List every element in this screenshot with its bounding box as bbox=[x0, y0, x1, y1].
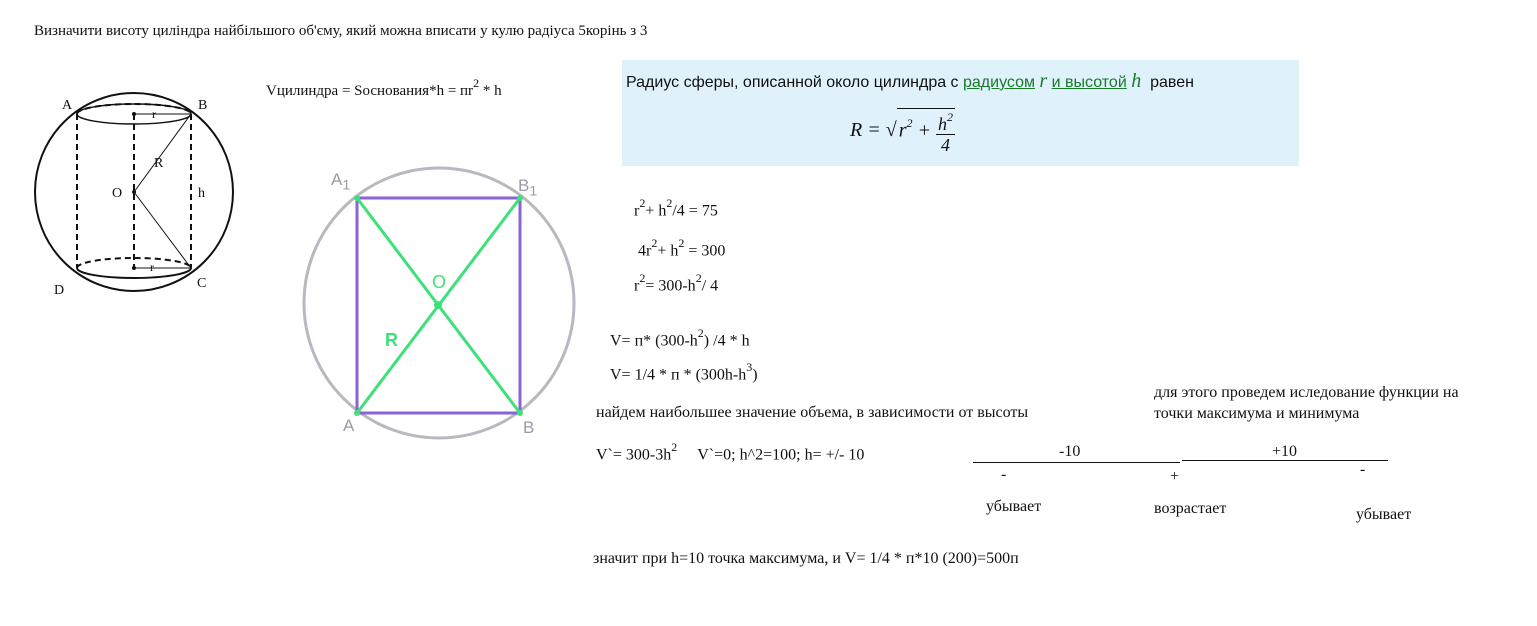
center-o-label: O bbox=[112, 186, 123, 201]
volume-exponent: 2 bbox=[473, 76, 480, 90]
derivative-b: V`=0; h^2=100; h= +/- 10 bbox=[697, 446, 865, 464]
eq1-a: r bbox=[634, 202, 640, 220]
point-d-label: D bbox=[54, 283, 65, 298]
axis-line-left bbox=[973, 462, 1180, 463]
var-r: r bbox=[1039, 70, 1048, 92]
point-a1-letter: A bbox=[331, 170, 343, 189]
derivative-a: V`= 300-3h bbox=[596, 446, 672, 464]
v1-sup: 2 bbox=[697, 326, 704, 340]
research-line-1: для этого проведем иследование функции на bbox=[1154, 384, 1459, 401]
var-h: h bbox=[1131, 70, 1142, 92]
point-b1-sub: 1 bbox=[529, 183, 538, 200]
info-text bbox=[626, 70, 1194, 93]
eq2-a: 4r bbox=[638, 242, 652, 260]
point-a1-sub: 1 bbox=[342, 177, 351, 194]
v2-b: ) bbox=[752, 366, 758, 384]
v1-b: ) /4 * h bbox=[703, 332, 750, 350]
point-c-label: C bbox=[197, 276, 207, 291]
center-o2-label: O bbox=[432, 272, 447, 292]
point-b-bottom-label: B bbox=[523, 418, 535, 437]
bottom-radius-label: r bbox=[150, 260, 154, 274]
eq2-sup: 2 bbox=[651, 236, 658, 250]
info-text-after: равен bbox=[1150, 74, 1194, 91]
equation-3 bbox=[634, 273, 718, 295]
axial-section-figure bbox=[300, 165, 580, 450]
interval-2-behavior: возрастает bbox=[1154, 500, 1227, 517]
equation-2 bbox=[638, 238, 725, 260]
volume-equation-2 bbox=[610, 362, 758, 384]
interval-1-behavior: убывает bbox=[986, 498, 1042, 515]
sign-3: - bbox=[1360, 461, 1366, 478]
volume-formula bbox=[266, 78, 502, 100]
equation-1 bbox=[634, 198, 718, 220]
eq1-sup: 2 bbox=[639, 196, 646, 210]
volume-equation-1 bbox=[610, 328, 750, 350]
derivative-line bbox=[596, 442, 864, 464]
point-b1-label bbox=[518, 176, 537, 199]
sign-1: - bbox=[1001, 466, 1007, 483]
cylinder-in-sphere-figure bbox=[34, 92, 236, 302]
sign-2: + bbox=[1170, 468, 1180, 485]
conclusion: значит при h=10 точка максимума, и V= 1/4 * п*10 (200)=500п bbox=[593, 550, 1019, 567]
radius-r-label: R bbox=[154, 156, 164, 171]
research-line-2: точки максимума и минимума bbox=[1154, 405, 1360, 422]
root-plus-10: +10 bbox=[1272, 443, 1298, 460]
point-b1-letter: B bbox=[518, 176, 530, 195]
eq3-sup: 2 bbox=[639, 271, 646, 285]
height-h-label: h bbox=[198, 186, 205, 201]
top-radius-label: r bbox=[152, 107, 156, 121]
point-b-label: B bbox=[198, 98, 208, 113]
point-a-bottom-label: A bbox=[343, 416, 355, 435]
volume-formula-text: Vцилиндра = Sоснования*h = пr bbox=[266, 83, 474, 99]
eq1-b: + h bbox=[645, 202, 667, 220]
problem-statement: Визначити висоту циліндра найбільшого об'єму, який можна вписати у кулю радіуса 5корінь з 3 bbox=[34, 23, 648, 39]
eq2-b: + h bbox=[657, 242, 679, 260]
radius-r2-label: R bbox=[385, 330, 398, 350]
interval-3-behavior: убывает bbox=[1356, 506, 1412, 523]
height-link[interactable]: и высотой bbox=[1051, 74, 1127, 91]
eq1-c: /4 = 75 bbox=[672, 202, 718, 220]
eq3-a: r bbox=[634, 277, 640, 295]
point-a-label: A bbox=[62, 98, 73, 113]
radius-link[interactable]: радиусом bbox=[963, 74, 1035, 91]
eq3-sup2: 2 bbox=[695, 271, 702, 285]
v2-sup: 3 bbox=[746, 360, 753, 374]
derivative-sup: 2 bbox=[671, 440, 678, 454]
root-minus-10: -10 bbox=[1059, 443, 1081, 460]
eq3-b: = 300-h bbox=[645, 277, 696, 295]
volume-formula-tail: * h bbox=[482, 83, 502, 99]
eq2-sup2: 2 bbox=[678, 236, 685, 250]
eq1-sup2: 2 bbox=[666, 196, 673, 210]
info-text-before: Радиус сферы, описанной около цилиндра с bbox=[626, 74, 963, 91]
v1-a: V= п* (300-h bbox=[610, 332, 698, 350]
eq2-c: = 300 bbox=[688, 242, 726, 260]
find-max-text: найдем наибольшее значение объема, в зависимости от высоты bbox=[596, 404, 1029, 421]
point-a1-label bbox=[331, 170, 350, 193]
sphere-radius-info-box bbox=[622, 60, 1299, 166]
v2-a: V= 1/4 * п * (300h-h bbox=[610, 366, 747, 384]
sphere-radius-formula: R = √ $r^2$ + $\frac{h^2}{4}$ bbox=[850, 110, 953, 155]
eq3-c: / 4 bbox=[701, 277, 719, 295]
